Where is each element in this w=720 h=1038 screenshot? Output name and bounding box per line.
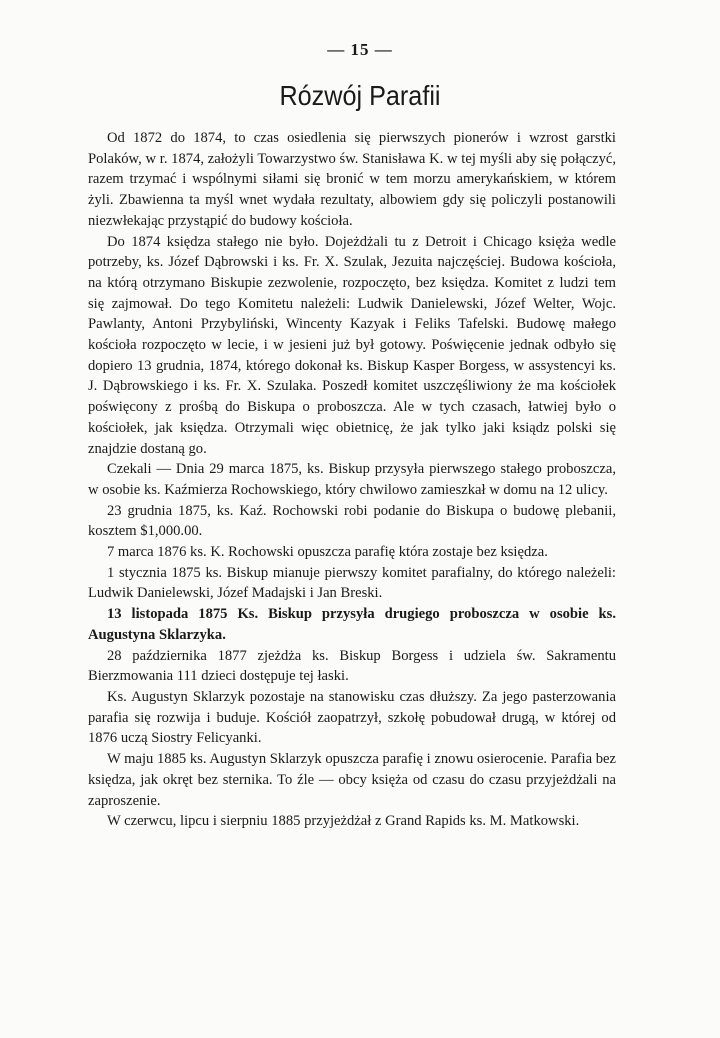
paragraph: W maju 1885 ks. Augustyn Sklarzyk opuszcza parafię i znowu osierocenie. Parafia bez księdza, jak okręt bez sternika. To źle — obcy księża od czasu do czasu przyjeżdżali na zaproszenie. <box>88 751 616 809</box>
paragraph: Od 1872 do 1874, to czas osiedlenia się pierwszych pionerów i wzrost garstki Polaków, w r. 1874, założyli Towarzystwo św. Stanisława K. w tej myśli aby się połączyć, razem trzymać i wspólnymi siłami się bronić w tem morzu amerykańskiem, w którem żyli. Zbawienna ta myśl wnet wydała rezultaty, albowiem gdy się policzyli postanowili niezwłekając przystąpić do budowy kościoła. <box>88 130 616 229</box>
paragraph: 7 marca 1876 ks. K. Rochowski opuszcza parafię która zostaje bez księdza. <box>106 544 548 561</box>
paragraph: 13 listopada 1875 Ks. Biskup przysyła drugiego proboszcza w osobie ks. Augustyna Sklarzyka. <box>88 606 616 643</box>
paragraph: Ks. Augustyn Sklarzyk pozostaje na stanowisku czas dłuższy. Za jego pasterzowania parafia się rozwija i buduje. Kościół zaopatrzył, szkołę pobudował drugą, w której od 1876 uczą Siostry Felicyanki. <box>88 688 616 747</box>
paragraph: 28 października 1877 zjeżdża ks. Biskup Borgess i udziela św. Sakramentu Bierzmowania 111 dzieci dostępuje tej łaski. <box>88 647 616 685</box>
page-title: Rózwój Parafii <box>279 80 441 111</box>
paragraph: 23 grudnia 1875, ks. Kaź. Rochowski robi podanie do Biskupa o budowę plebanii, kosztem $1,000.00. <box>88 502 616 540</box>
paragraph: 1 stycznia 1875 ks. Biskup mianuje pierwszy komitet parafialny, do którego należeli: Ludwik Danielewski, Józef Madajski i Jan Breski. <box>88 564 616 602</box>
body-text <box>88 128 616 832</box>
paragraph: W czerwcu, lipcu i sierpniu 1885 przyjeżdżał z Grand Rapids ks. M. Matkowski. <box>106 813 580 830</box>
paragraph: Czekali — Dnia 29 marca 1875, ks. Biskup przysyła pierwszego stałego proboszcza, w osobie ks. Kaźmierza Rochowskiego, który chwilowo zamieszkał w domu na 12 ulicy. <box>88 461 616 498</box>
page-number: — 15 — <box>327 40 393 59</box>
paragraph: Do 1874 księdza stałego nie było. Dojeżdżali tu z Detroit i Chicago księża wedle potrzeby, ks. Józef Dąbrowski i ks. Fr. X. Szulak, Jezuita najczęściej. Budowa kościoła, na którą otrzymano Biskupie zezwolenie, rozpoczęto, bez księdza. Komitet z ludzi tem się zajmował. Do tego Komitetu należeli: Ludwik Danielewski, Józef Welter, Wojc. Pawlanty, Antoni Przybyliński, Wincenty Kazyak i Feliks Tafelski. Budowę małego kościoła rozpoczęto w lecie, i w jesieni już był gotowy. Poświęcenie jednak odbyło się dopiero 13 grudnia, 1874, którego dokonał ks. Biskup Kasper Borgess, w assystencyi ks. J. Dąbrowskiego i ks. Fr. X. Szulaka. Poszedł komitet uszczęśliwiony że ma kościołek poświęcony z prośbą do Biskupa o proboszcza. Ale w tych czasach, łatwiej było o kościołek, jak księdza. Otrzymali więc obietnicę, że jak tylko jaki ksiądz polski się znajdzie dostaną go. <box>88 233 616 457</box>
